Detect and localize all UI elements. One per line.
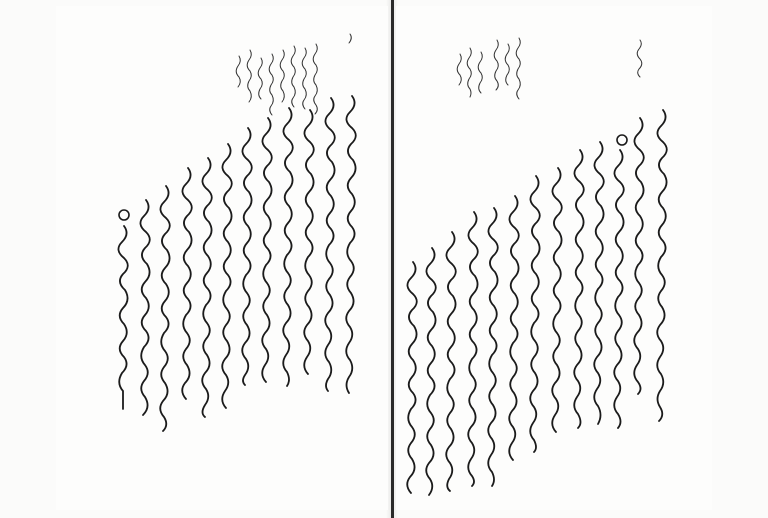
section-circle-marker [119,210,129,220]
section-circle-marker [617,135,627,145]
left-page-text-columns [118,96,355,431]
right-page-text-columns [407,110,667,495]
right-page-annotations [457,38,642,99]
